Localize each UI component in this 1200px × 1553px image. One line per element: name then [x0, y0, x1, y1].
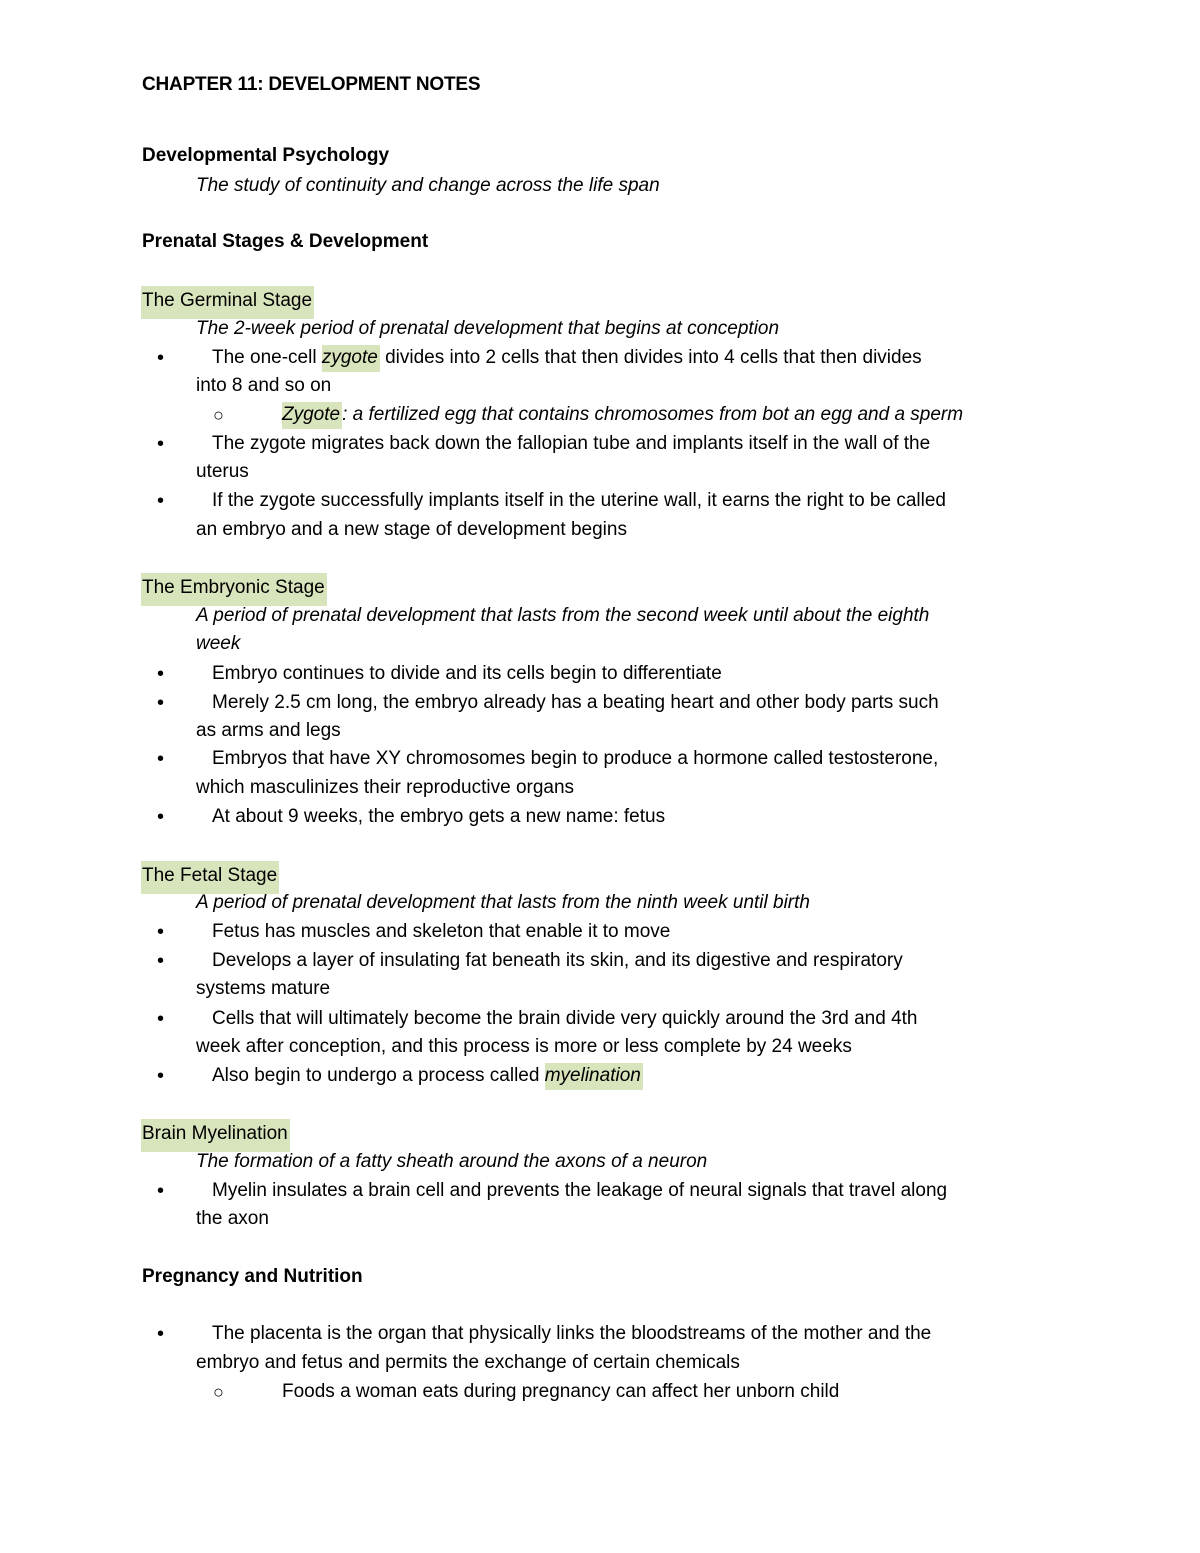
- list-item-continuation: uterus: [196, 461, 249, 482]
- list-item-germinal-3: If the zygote successfully implants itself in the uterine wall, it earns the right to be called: [212, 490, 946, 511]
- bullet-icon: •: [157, 748, 165, 770]
- definition-myelination: The formation of a fatty sheath around the axons of a neuron: [196, 1151, 708, 1172]
- list-item-continuation: an embryo and a new stage of development begins: [196, 519, 627, 540]
- bullet-icon: •: [157, 433, 165, 455]
- highlighted-term-zygote: zygote: [322, 345, 380, 372]
- section-heading-developmental-psychology: Developmental Psychology: [142, 145, 390, 166]
- list-item-fetal-4: [196, 1062, 643, 1090]
- sub-list-item-nutrition-1: Foods a woman eats during pregnancy can affect her unborn child: [282, 1381, 840, 1402]
- list-item-continuation: week after conception, and this process is more or less complete by 24 weeks: [196, 1036, 852, 1057]
- list-item-text: The one-cell: [212, 347, 322, 368]
- bullet-icon: •: [157, 1180, 165, 1202]
- definition-germinal-stage: The 2-week period of prenatal development that begins at conception: [196, 318, 780, 339]
- subheading-embryonic-stage: The Embryonic Stage: [141, 573, 327, 606]
- section-heading-prenatal: Prenatal Stages & Development: [142, 231, 429, 252]
- list-item-germinal-1: [196, 344, 922, 372]
- list-item-embryonic-1: Embryo continues to divide and its cells begin to differentiate: [212, 663, 722, 684]
- list-item-nutrition-1: The placenta is the organ that physically links the bloodstreams of the mother and the: [212, 1323, 932, 1344]
- list-item-fetal-1: Fetus has muscles and skeleton that enable it to move: [212, 921, 671, 942]
- sub-list-item-text: : a fertilized egg that contains chromosomes from bot an egg and a sperm: [342, 404, 964, 425]
- list-item-text: divides into 2 cells that then divides into 4 cells that then divides: [379, 347, 922, 368]
- list-item-continuation: embryo and fetus and permits the exchange of certain chemicals: [196, 1352, 740, 1373]
- definition-developmental-psychology: The study of continuity and change across the life span: [196, 175, 660, 196]
- list-item-continuation: the axon: [196, 1208, 269, 1229]
- bullet-icon: •: [157, 663, 165, 685]
- list-item-embryonic-2: Merely 2.5 cm long, the embryo already has a beating heart and other body parts such: [212, 692, 939, 713]
- list-item-myelination-1: Myelin insulates a brain cell and prevents the leakage of neural signals that travel along: [212, 1180, 948, 1201]
- list-item-fetal-2: Develops a layer of insulating fat beneath its skin, and its digestive and respiratory: [212, 950, 903, 971]
- bullet-icon: •: [157, 692, 165, 714]
- list-item-embryonic-4: At about 9 weeks, the embryo gets a new name: fetus: [212, 806, 666, 827]
- definition-embryonic-stage: A period of prenatal development that lasts from the second week until about the eighth: [196, 605, 930, 626]
- definition-fetal-stage: A period of prenatal development that lasts from the ninth week until birth: [196, 892, 810, 913]
- bullet-icon: •: [157, 1323, 165, 1345]
- list-item-text: Also begin to undergo a process called: [212, 1065, 545, 1086]
- list-item-continuation: systems mature: [196, 978, 331, 999]
- sub-bullet-icon: ○: [213, 405, 224, 425]
- list-item-germinal-2: The zygote migrates back down the fallopian tube and implants itself in the wall of the: [212, 433, 931, 454]
- list-item-continuation: which masculinizes their reproductive organs: [196, 777, 575, 798]
- bullet-icon: •: [157, 347, 165, 369]
- list-item-fetal-3: Cells that will ultimately become the brain divide very quickly around the 3rd and 4th: [212, 1008, 918, 1029]
- bullet-icon: •: [157, 950, 165, 972]
- list-item-continuation: as arms and legs: [196, 720, 341, 741]
- subheading-brain-myelination: Brain Myelination: [141, 1119, 290, 1152]
- highlighted-term-zygote-definition: Zygote: [282, 402, 342, 429]
- bullet-icon: •: [157, 1008, 165, 1030]
- subheading-germinal-stage: The Germinal Stage: [141, 286, 314, 319]
- definition-continuation: week: [196, 633, 241, 654]
- list-item-continuation: into 8 and so on: [196, 375, 332, 396]
- subheading-fetal-stage: The Fetal Stage: [141, 861, 279, 894]
- page-title: CHAPTER 11: DEVELOPMENT NOTES: [142, 74, 481, 95]
- list-item-embryonic-3: Embryos that have XY chromosomes begin to produce a hormone called testosterone,: [212, 748, 939, 769]
- sub-bullet-icon: ○: [213, 1382, 224, 1402]
- bullet-icon: •: [157, 1065, 165, 1087]
- bullet-icon: •: [157, 490, 165, 512]
- section-heading-pregnancy-nutrition: Pregnancy and Nutrition: [142, 1266, 363, 1287]
- bullet-icon: •: [157, 806, 165, 828]
- sub-list-item-zygote-definition: [282, 401, 963, 429]
- highlighted-term-myelination: myelination: [545, 1063, 643, 1090]
- bullet-icon: •: [157, 921, 165, 943]
